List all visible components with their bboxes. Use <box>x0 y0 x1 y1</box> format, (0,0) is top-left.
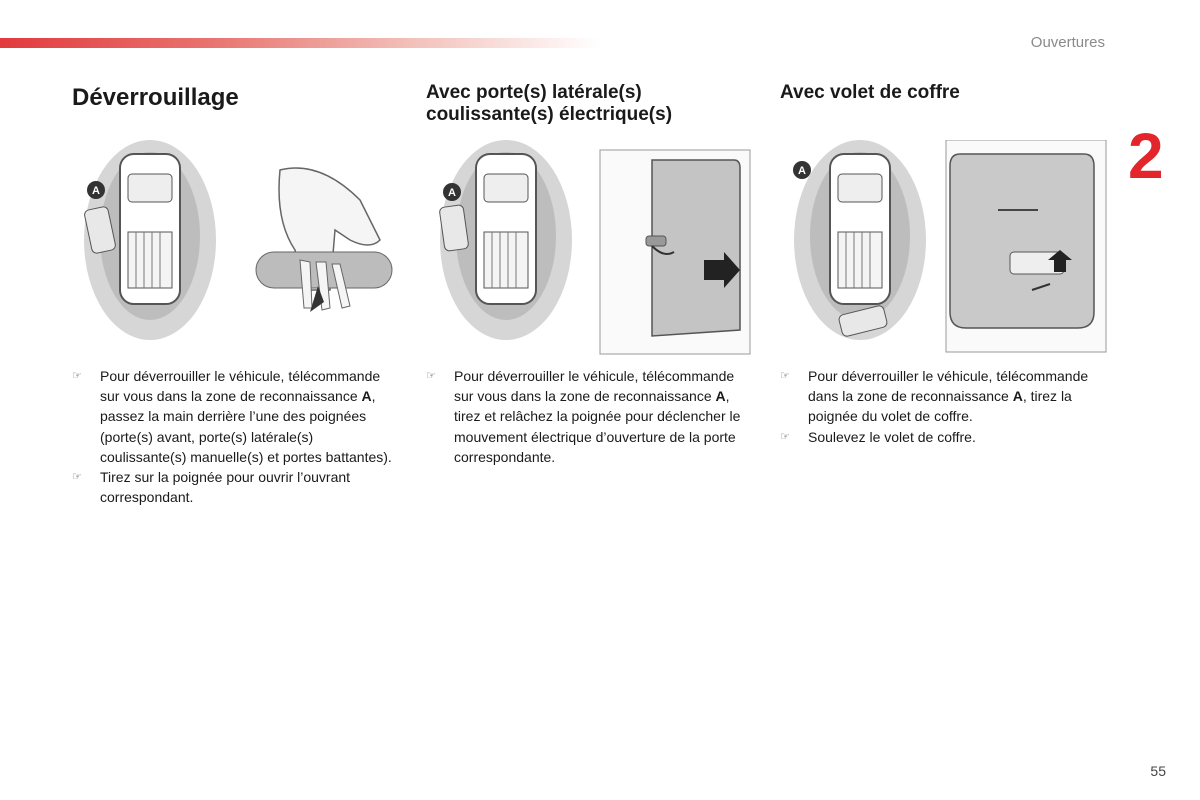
pointing-hand-icon: ☞ <box>780 430 790 443</box>
list-item: ☞ Soulevez le volet de coffre. <box>780 427 1100 447</box>
figure-tailgate <box>788 140 1108 360</box>
zone-marker-label: A <box>448 187 456 199</box>
figure-unlock-zone-and-handle <box>80 140 400 360</box>
chapter-number: 2 <box>1128 120 1164 192</box>
zone-diagram-2 <box>439 140 572 340</box>
list-item: ☞ Pour déverrouiller le véhicule, télécommande sur vous dans la zone de reconnaissance A, passez la main derrière l’une des poignées (porte(s) avant, porte(s) latérale(s) coulissante(s) manuelle(s) et portes battantes). <box>72 368 392 465</box>
header-accent-bar <box>0 38 600 48</box>
heading-tailgate: Avec volet de coffre <box>780 82 960 103</box>
pointing-hand-icon: ☞ <box>426 370 436 382</box>
sliding-door-illustration <box>600 150 750 354</box>
heading-unlocking: Déverrouillage <box>72 84 239 111</box>
tailgate-illustration <box>946 140 1106 352</box>
bullet-list-tailgate <box>780 366 1100 447</box>
figure-electric-sliding-door <box>434 140 754 360</box>
list-item: ☞ Pour déverrouiller le véhicule, télécommande sur vous dans la zone de reconnaissance A, tirez et relâchez la poignée pour déclencher le mouvement électrique d’ouverture de la porte correspondante. <box>426 368 741 465</box>
zone-diagram-3 <box>793 140 926 340</box>
list-item: ☞ Tirez sur la poignée pour ouvrir l’ouvrant correspondant. <box>72 469 351 506</box>
column-electric-sliding-door <box>426 82 746 126</box>
heading-sliding-door-line2: coulissante(s) électrique(s) <box>426 104 673 125</box>
zone-marker-label: A <box>798 165 806 177</box>
list-item: ☞ Pour déverrouiller le véhicule, télécommande dans la zone de reconnaissance A, tirez la poignée du volet de coffre. <box>780 368 1089 425</box>
section-title: Ouvertures <box>1030 34 1105 51</box>
hand-door-handle-illustration <box>256 168 392 312</box>
bullet-list-sliding-door <box>426 366 746 467</box>
zone-diagram-1 <box>84 140 216 340</box>
pointing-hand-icon: ☞ <box>780 370 790 382</box>
heading-sliding-door-line1: Avec porte(s) latérale(s) <box>426 82 642 103</box>
zone-marker-label: A <box>92 185 100 197</box>
pointing-hand-icon: ☞ <box>72 471 82 484</box>
column-unlocking <box>72 82 392 112</box>
bullet-list-unlocking <box>72 366 392 507</box>
pointing-hand-icon: ☞ <box>72 370 82 382</box>
page-number: 55 <box>1150 763 1166 779</box>
column-tailgate <box>780 82 1100 104</box>
